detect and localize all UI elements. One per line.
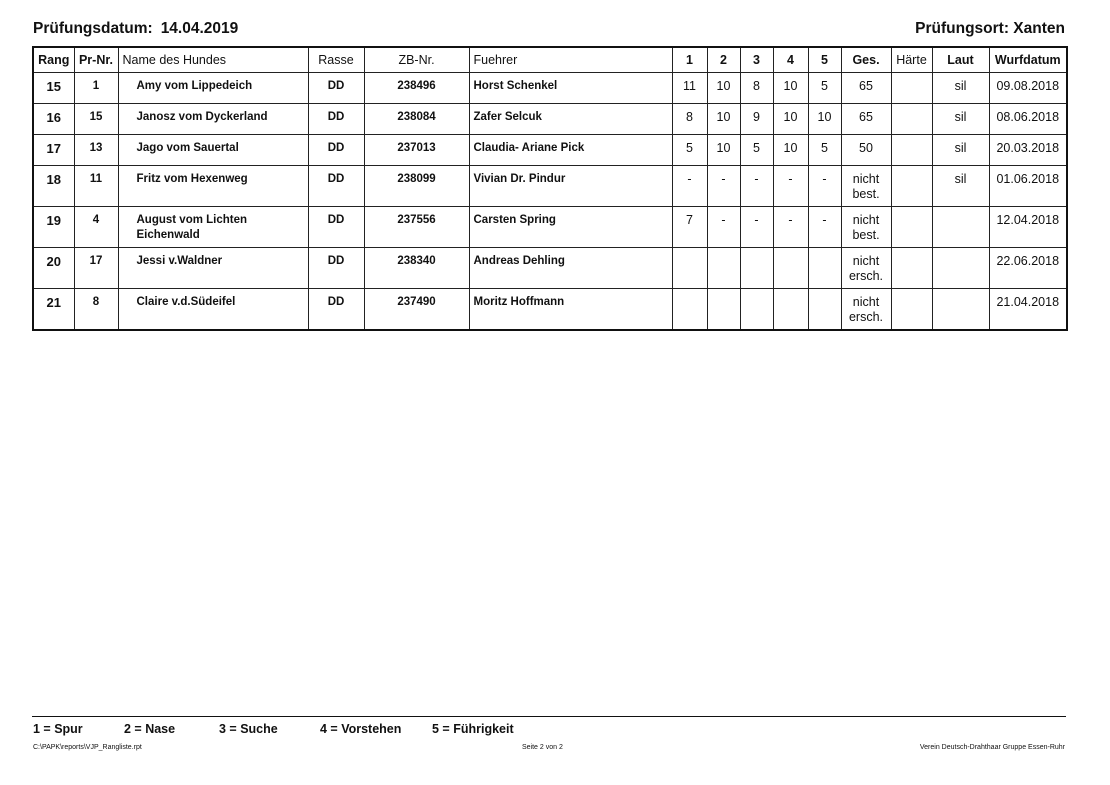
cell-zb: 238496 (364, 73, 469, 104)
score-legend (33, 722, 514, 736)
cell-total: nicht best. (841, 166, 891, 207)
cell-score-3: 8 (740, 73, 773, 104)
exam-place: Prüfungsort: Xanten (915, 20, 1065, 37)
cell-prnr: 15 (74, 104, 118, 135)
cell-fuehrer: Andreas Dehling (469, 248, 672, 289)
cell-laut: sil (932, 135, 989, 166)
cell-zb: 237556 (364, 207, 469, 248)
cell-wurfdatum: 20.03.2018 (989, 135, 1067, 166)
table-row (33, 289, 1067, 330)
cell-score-4: - (773, 207, 808, 248)
legend-item: 3 = Suche (219, 722, 278, 736)
cell-prnr: 8 (74, 289, 118, 330)
organization: Verein Deutsch-Drahthaar Gruppe Essen-Ruhr (919, 744, 1065, 751)
cell-wurfdatum: 01.06.2018 (989, 166, 1067, 207)
cell-name: Fritz vom Hexenweg (118, 166, 308, 207)
cell-zb: 238099 (364, 166, 469, 207)
col-ges: Ges. (841, 47, 891, 73)
cell-score-1 (672, 289, 707, 330)
cell-score-1: 5 (672, 135, 707, 166)
cell-rasse: DD (308, 104, 364, 135)
cell-score-3: - (740, 207, 773, 248)
cell-prnr: 4 (74, 207, 118, 248)
exam-date-label: Prüfungsdatum: (33, 20, 153, 37)
cell-laut (932, 207, 989, 248)
report-path: C:\PAPK\reports\VJP_Rangliste.rpt (33, 744, 142, 751)
cell-score-4: - (773, 166, 808, 207)
cell-haerte (891, 135, 932, 166)
cell-score-1: 8 (672, 104, 707, 135)
cell-wurfdatum: 22.06.2018 (989, 248, 1067, 289)
col-fuehrer: Fuehrer (469, 47, 672, 73)
col-s2: 2 (707, 47, 740, 73)
col-prnr: Pr-Nr. (74, 47, 118, 73)
cell-rang: 17 (33, 135, 74, 166)
cell-haerte (891, 104, 932, 135)
cell-score-5: - (808, 166, 841, 207)
cell-name: Jessi v.Waldner (118, 248, 308, 289)
cell-total: 65 (841, 73, 891, 104)
legend-item: 4 = Vorstehen (320, 722, 402, 736)
cell-score-5: - (808, 207, 841, 248)
cell-prnr: 17 (74, 248, 118, 289)
cell-rasse: DD (308, 207, 364, 248)
cell-score-5: 5 (808, 135, 841, 166)
cell-total: nicht best. (841, 207, 891, 248)
cell-score-4: 10 (773, 73, 808, 104)
cell-laut: sil (932, 104, 989, 135)
cell-total: 50 (841, 135, 891, 166)
col-s5: 5 (808, 47, 841, 73)
cell-fuehrer: Zafer Selcuk (469, 104, 672, 135)
cell-name: Janosz vom Dyckerland (118, 104, 308, 135)
table-row (33, 166, 1067, 207)
cell-fuehrer: Carsten Spring (469, 207, 672, 248)
page-number: Seite 2 von 2 (522, 744, 563, 751)
col-laut: Laut (932, 47, 989, 73)
cell-fuehrer: Vivian Dr. Pindur (469, 166, 672, 207)
cell-haerte (891, 166, 932, 207)
cell-haerte (891, 248, 932, 289)
cell-rang: 15 (33, 73, 74, 104)
cell-prnr: 1 (74, 73, 118, 104)
cell-rasse: DD (308, 166, 364, 207)
cell-zb: 237490 (364, 289, 469, 330)
col-rang: Rang (33, 47, 74, 73)
cell-wurfdatum: 12.04.2018 (989, 207, 1067, 248)
cell-score-2: - (707, 207, 740, 248)
cell-fuehrer: Horst Schenkel (469, 73, 672, 104)
exam-date (33, 20, 238, 38)
cell-wurfdatum: 09.08.2018 (989, 73, 1067, 104)
cell-score-2: 10 (707, 135, 740, 166)
cell-name: Jago vom Sauertal (118, 135, 308, 166)
cell-score-2 (707, 248, 740, 289)
cell-rasse: DD (308, 289, 364, 330)
col-wurfdatum: Wurfdatum (989, 47, 1067, 73)
table-row (33, 135, 1067, 166)
cell-zb: 238340 (364, 248, 469, 289)
cell-score-3: 9 (740, 104, 773, 135)
cell-rang: 20 (33, 248, 74, 289)
cell-wurfdatum: 21.04.2018 (989, 289, 1067, 330)
cell-rang: 19 (33, 207, 74, 248)
cell-score-4 (773, 289, 808, 330)
cell-prnr: 13 (74, 135, 118, 166)
cell-fuehrer: Moritz Hoffmann (469, 289, 672, 330)
cell-laut (932, 289, 989, 330)
cell-rasse: DD (308, 73, 364, 104)
cell-score-5: 5 (808, 73, 841, 104)
table-row (33, 104, 1067, 135)
col-s4: 4 (773, 47, 808, 73)
cell-name: Claire v.d.Südeifel (118, 289, 308, 330)
cell-fuehrer: Claudia- Ariane Pick (469, 135, 672, 166)
cell-score-1: - (672, 166, 707, 207)
cell-score-1: 7 (672, 207, 707, 248)
cell-haerte (891, 289, 932, 330)
cell-laut (932, 248, 989, 289)
cell-score-3 (740, 248, 773, 289)
legend-item: 5 = Führigkeit (432, 722, 514, 736)
cell-laut: sil (932, 166, 989, 207)
cell-score-4: 10 (773, 135, 808, 166)
legend-item: 1 = Spur (33, 722, 83, 736)
cell-score-2 (707, 289, 740, 330)
cell-score-4: 10 (773, 104, 808, 135)
cell-rang: 21 (33, 289, 74, 330)
cell-rang: 16 (33, 104, 74, 135)
legend-item: 2 = Nase (124, 722, 176, 736)
cell-name: August vom Lichten Eichenwald (118, 207, 308, 248)
cell-score-5 (808, 248, 841, 289)
cell-haerte (891, 207, 932, 248)
cell-total: nicht ersch. (841, 248, 891, 289)
table-header-row (33, 47, 1067, 73)
col-zb: ZB-Nr. (364, 47, 469, 73)
col-s3: 3 (740, 47, 773, 73)
cell-wurfdatum: 08.06.2018 (989, 104, 1067, 135)
cell-score-2: 10 (707, 73, 740, 104)
table-row (33, 207, 1067, 248)
footer-divider (32, 716, 1066, 717)
table-row (33, 73, 1067, 104)
col-name: Name des Hundes (118, 47, 308, 73)
cell-laut: sil (932, 73, 989, 104)
cell-rasse: DD (308, 248, 364, 289)
cell-score-1: 11 (672, 73, 707, 104)
exam-date-value: 14.04.2019 (160, 20, 239, 37)
cell-name: Amy vom Lippedeich (118, 73, 308, 104)
cell-score-3: - (740, 166, 773, 207)
cell-rasse: DD (308, 135, 364, 166)
cell-score-5: 10 (808, 104, 841, 135)
col-s1: 1 (672, 47, 707, 73)
col-rasse: Rasse (308, 47, 364, 73)
cell-score-3: 5 (740, 135, 773, 166)
cell-prnr: 11 (74, 166, 118, 207)
cell-score-5 (808, 289, 841, 330)
ranking-table (32, 46, 1068, 331)
cell-score-1 (672, 248, 707, 289)
cell-haerte (891, 73, 932, 104)
cell-score-4 (773, 248, 808, 289)
cell-zb: 237013 (364, 135, 469, 166)
table-row (33, 248, 1067, 289)
cell-total: 65 (841, 104, 891, 135)
cell-score-2: - (707, 166, 740, 207)
cell-zb: 238084 (364, 104, 469, 135)
cell-score-2: 10 (707, 104, 740, 135)
col-haerte: Härte (891, 47, 932, 73)
cell-score-3 (740, 289, 773, 330)
cell-rang: 18 (33, 166, 74, 207)
cell-total: nicht ersch. (841, 289, 891, 330)
